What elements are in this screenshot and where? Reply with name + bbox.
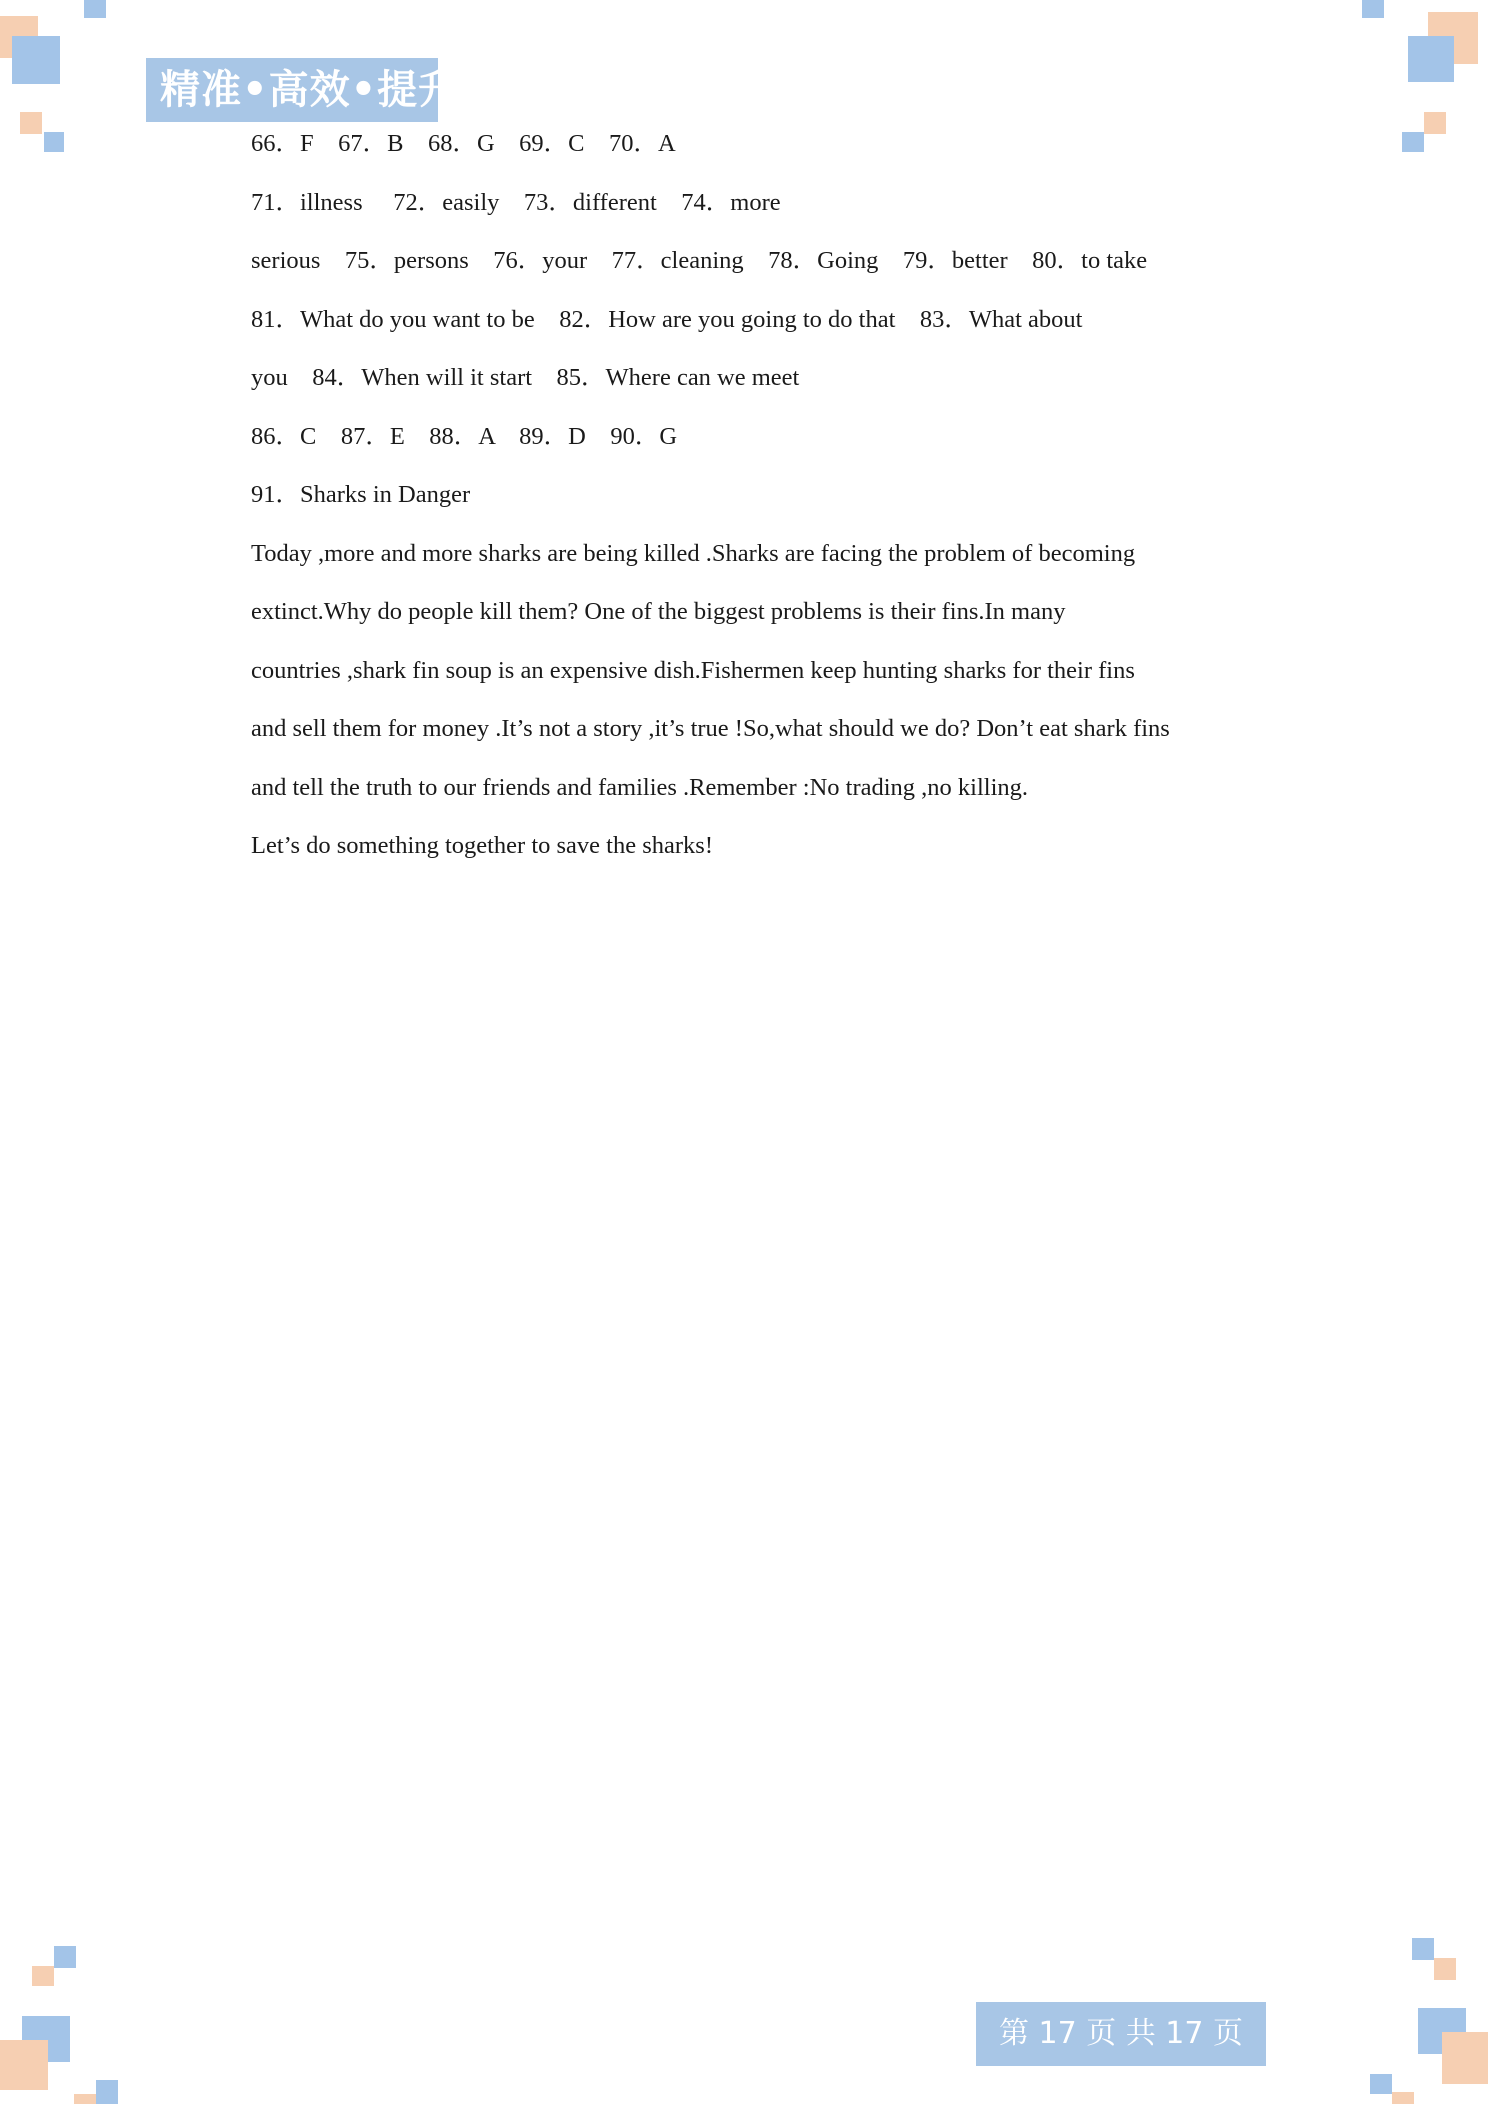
decor-square bbox=[44, 132, 64, 152]
answer-line: serious 75．persons 76．your 77．cleaning 78．Going 79．better 80．to take bbox=[251, 247, 1148, 274]
decor-square bbox=[0, 2040, 48, 2090]
answer-line: 91．Sharks in Danger bbox=[251, 481, 471, 508]
decor-square bbox=[1370, 2074, 1392, 2094]
decor-square bbox=[74, 2094, 96, 2104]
decor-square bbox=[1424, 112, 1446, 134]
essay-line: Let’s do something together to save the sharks! bbox=[251, 832, 713, 859]
answer-line: 66．F 67．B 68．G 69．C 70．A bbox=[251, 130, 676, 157]
answer-content bbox=[251, 115, 1261, 876]
page-number-label: 第 17 页 共 17 页 bbox=[976, 2002, 1266, 2066]
answer-line: you 84．When will it start 85．Where can we meet bbox=[251, 364, 800, 391]
decor-square bbox=[1434, 1958, 1456, 1980]
decor-square bbox=[96, 2080, 118, 2104]
decor-square bbox=[1362, 0, 1384, 18]
essay-line: extinct.Why do people kill them? One of the biggest problems is their fins.In many bbox=[251, 598, 1066, 625]
essay-line: and sell them for money .It’s not a story ,it’s true !So,what should we do? Don’t eat shark fins bbox=[251, 715, 1170, 742]
decor-square bbox=[1442, 2032, 1488, 2084]
decor-square bbox=[1408, 36, 1454, 82]
decor-square bbox=[1392, 2092, 1414, 2104]
decor-square bbox=[1402, 132, 1424, 152]
decor-square bbox=[54, 1946, 76, 1968]
decor-square bbox=[84, 0, 106, 18]
answer-line: 86．C 87．E 88．A 89．D 90．G bbox=[251, 422, 678, 450]
essay-line: Today ,more and more sharks are being killed .Sharks are facing the problem of becoming bbox=[251, 539, 1136, 567]
header-brand-label: 精准•高效•提升 bbox=[146, 58, 438, 122]
decor-square bbox=[1412, 1938, 1434, 1960]
answer-line: 71．illness 72．easily 73．different 74．more bbox=[251, 188, 781, 216]
essay-line: countries ,shark fin soup is an expensive dish.Fishermen keep hunting sharks for their fins bbox=[251, 656, 1135, 684]
decor-square bbox=[12, 36, 60, 84]
essay-line: and tell the truth to our friends and families .Remember :No trading ,no killing. bbox=[251, 773, 1029, 801]
decor-square bbox=[20, 112, 42, 134]
decor-square bbox=[32, 1966, 54, 1986]
answer-line: 81．What do you want to be 82．How are you going to do that 83．What about bbox=[251, 305, 1083, 333]
